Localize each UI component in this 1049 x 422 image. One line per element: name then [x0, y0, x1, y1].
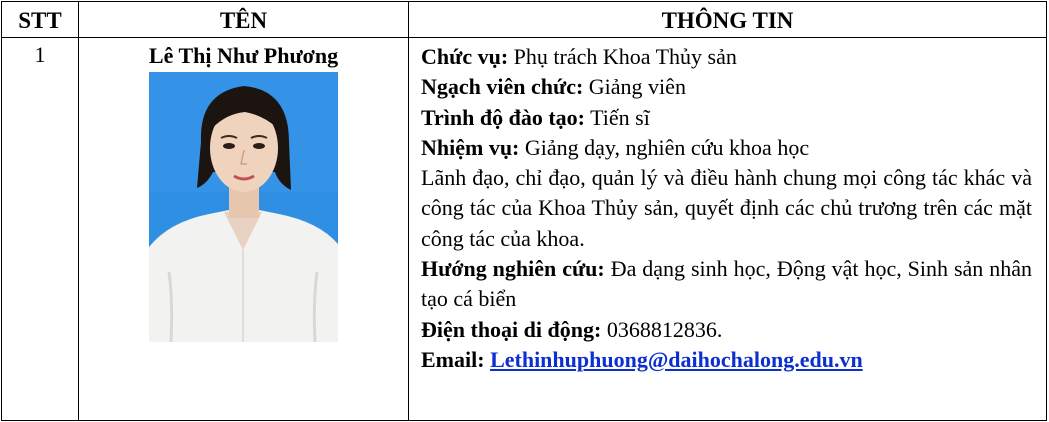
header-name: TÊN — [79, 2, 409, 38]
degree-line — [421, 103, 1032, 133]
staff-name: Lê Thị Như Phương — [148, 43, 339, 68]
staff-info-table — [1, 1, 1047, 421]
duty-value: Giảng dạy, nghiên cứu khoa học — [524, 134, 810, 160]
email-line — [421, 345, 1032, 375]
phone-label: Điện thoại di động: — [421, 316, 602, 342]
email-link[interactable]: Lethinhuphuong@daihochalong.edu.vn — [490, 346, 863, 372]
rank-label: Ngạch viên chức: — [421, 74, 584, 100]
stt-cell: 1 — [2, 38, 79, 421]
research-value: Đa dạng sinh học, Động vật học, Sinh sản nhân tạo cá biển — [421, 256, 1033, 312]
duty-detail: Lãnh đạo, chỉ đạo, quản lý và điều hành chung mọi công tác khác và công tác của Khoa Thủy sản, quyết định các chủ trương trên các mặt công tác của khoa. — [421, 165, 1032, 251]
header-stt: STT — [2, 2, 79, 38]
rank-value: Giảng viên — [588, 74, 686, 100]
header-info: THÔNG TIN — [409, 2, 1047, 38]
name-cell — [79, 38, 409, 421]
degree-value: Tiến sĩ — [590, 104, 650, 130]
phone-line — [421, 315, 1032, 345]
position-label: Chức vụ: — [421, 44, 509, 69]
table-row — [2, 38, 1047, 421]
research-label: Hướng nghiên cứu: — [421, 256, 605, 282]
duty-line — [421, 133, 1032, 163]
rank-line — [421, 72, 1032, 102]
phone-value: 0368812836. — [606, 316, 723, 342]
header-row — [2, 2, 1047, 38]
email-label: Email: — [421, 346, 485, 372]
info-cell — [409, 38, 1047, 421]
research-line — [421, 254, 1032, 315]
duty-label: Nhiệm vụ: — [421, 134, 520, 160]
degree-label: Trình độ đào tạo: — [421, 104, 586, 130]
portrait-photo — [149, 72, 338, 342]
position-value: Phụ trách Khoa Thủy sản — [513, 44, 737, 69]
position-line — [421, 42, 1032, 72]
